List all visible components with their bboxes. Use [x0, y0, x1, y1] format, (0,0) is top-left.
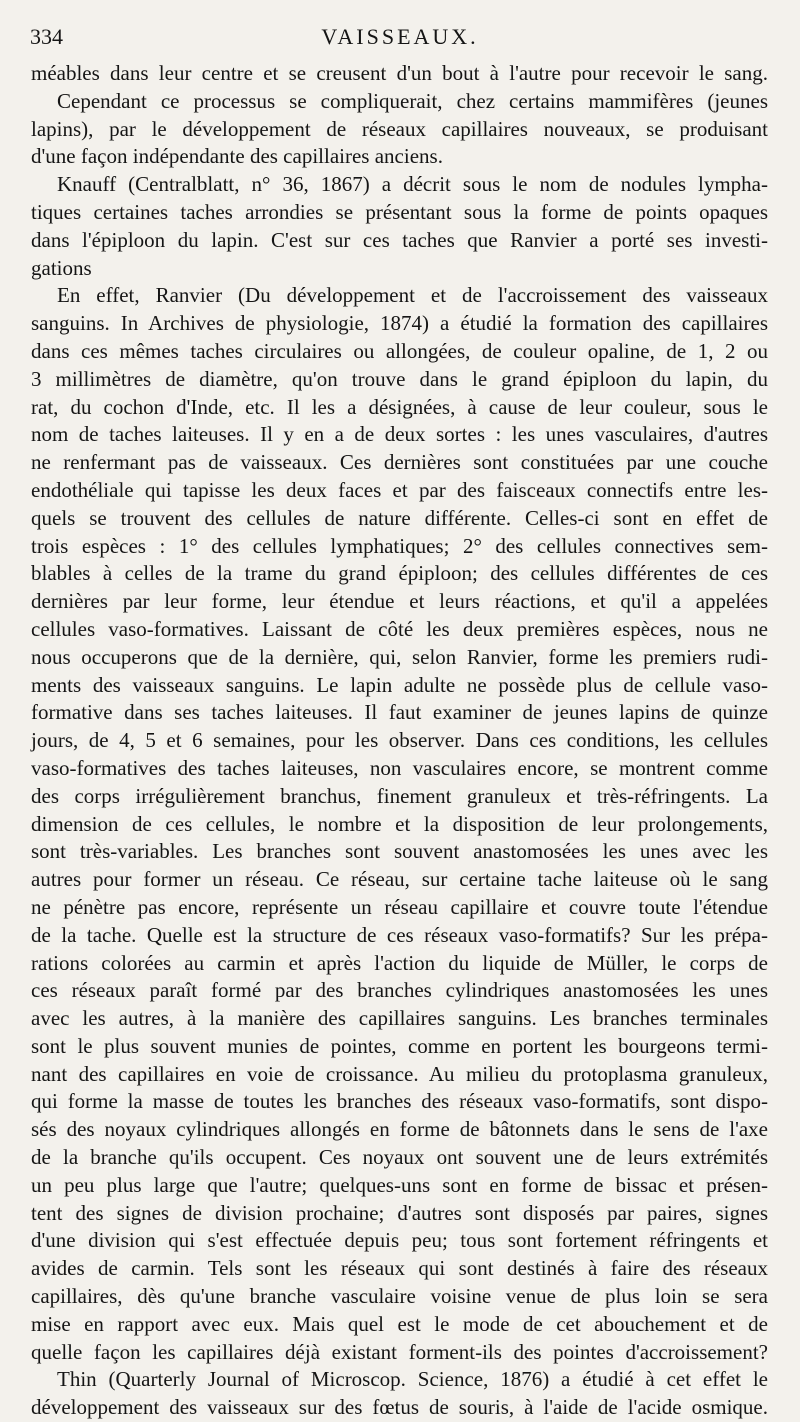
text-line: ne pénètre pas encore, représente un réseau capillaire et couvre toute l'étendue: [31, 894, 768, 919]
text-line: dans l'épiploon du lapin. C'est sur ces taches que Ranvier a porté ses investi-: [31, 227, 768, 252]
text-line: gations: [31, 255, 92, 280]
text-line: 3 millimètres de diamètre, qu'on trouve dans le grand épiploon du lapin, du: [31, 366, 768, 391]
text-line: nous occuperons que de la dernière, qui, selon Ranvier, forme les premiers rudi-: [31, 644, 768, 669]
text-line: qui forme la masse de toutes les branches des réseaux vaso-formatifs, sont dispo-: [31, 1089, 768, 1114]
text-line: Cependant ce processus se compliquerait, chez certains mammifères (jeunes: [57, 88, 768, 113]
text-line: quels se trouvent des cellules de nature différente. Celles-ci sont en effet de: [31, 505, 768, 530]
text-line: de la tache. Quelle est la structure de ces réseaux vaso-formatifs? Sur les prépa-: [31, 922, 768, 947]
text-line: cellules vaso-formatives. Laissant de côté les deux premières espèces, nous ne: [31, 616, 768, 641]
text-line: dans ces mêmes taches circulaires ou allongées, de couleur opaline, de 1, 2 ou: [31, 338, 768, 363]
text-line: formative dans ses taches laiteuses. Il faut examiner de jeunes lapins de quinze: [31, 700, 768, 725]
text-line: dimension de ces cellules, le nombre et la disposition de leur prolongements,: [31, 811, 768, 836]
text-line: Knauff (Centralblatt, n° 36, 1867) a décrit sous le nom de nodules lympha-: [57, 172, 768, 197]
text-line: rat, du cochon d'Inde, etc. Il les a désignées, à cause de leur couleur, sous le: [31, 394, 768, 419]
text-line: sont très-variables. Les branches sont souvent anastomosées les unes avec les: [31, 839, 768, 864]
text-line: mise en rapport avec eux. Mais quel est le mode de cet abouchement et de: [31, 1311, 768, 1336]
text-line: sés des noyaux cylindriques allongés en forme de bâtonnets dans le sens de l'axe: [31, 1117, 768, 1142]
text-line: Thin (Quarterly Journal of Microscop. Science, 1876) a étudié à cet effet le: [57, 1367, 768, 1392]
text-line: de la branche qu'ils occupent. Ces noyaux ont souvent une de leurs extrémités: [31, 1145, 768, 1170]
text-line: nom de taches laiteuses. Il y en a de deux sortes : les unes vasculaires, d'autres: [31, 422, 768, 447]
text-line: un peu plus large que l'autre; quelques-uns sont en forme de bissac et présen-: [31, 1172, 768, 1197]
text-line: ne renfermant pas de vaisseaux. Ces dernières sont constituées par une couche: [31, 450, 768, 475]
text-line: avides de carmin. Tels sont les réseaux qui sont destinés à faire des réseaux: [31, 1256, 768, 1281]
text-line: méables dans leur centre et se creusent d'un bout à l'autre pour recevoir le sang.: [31, 61, 768, 85]
page-header: [30, 18, 770, 54]
text-line: autres pour former un réseau. Ce réseau, sur certaine tache laiteuse où le sang: [31, 867, 768, 892]
text-line: rations colorées au carmin et après l'action du liquide de Müller, le corps de: [31, 950, 768, 975]
text-line: trois espèces : 1° des cellules lymphatiques; 2° des cellules connectives sem-: [31, 533, 768, 558]
text-line: nant des capillaires en voie de croissance. Au milieu du protoplasma granuleux,: [31, 1061, 768, 1086]
text-line: développement des vaisseaux sur des fœtus de souris, à l'aide de l'acide osmique.: [31, 1395, 768, 1420]
text-line: tiques certaines taches arrondies se présentant sous la forme de points opaques: [31, 199, 768, 224]
text-line: vaso-formatives des taches laiteuses, non vasculaires encore, se montrent comme: [31, 755, 768, 780]
text-line: tent des signes de division prochaine; d'autres sont disposés par paires, signes: [31, 1200, 768, 1225]
text-line: d'une façon indépendante des capillaires anciens.: [31, 144, 443, 169]
text-line: d'une division qui s'est effectuée depuis peu; tous sont fortement réfringents et: [31, 1228, 768, 1253]
text-line: jours, de 4, 5 et 6 semaines, pour les observer. Dans ces conditions, les cellules: [31, 728, 768, 753]
text-line: capillaires, dès qu'une branche vasculaire voisine venue de plus loin se sera: [31, 1284, 768, 1309]
text-line: ments des vaisseaux sanguins. Le lapin adulte ne possède plus de cellule vaso-: [31, 672, 768, 697]
text-line: En effet, Ranvier (Du développement et de l'accroissement des vaisseaux: [57, 283, 768, 308]
text-line: lapins), par le développement de réseaux capillaires nouveaux, se produisant: [31, 116, 768, 141]
text-line: dernières par leur forme, leur étendue et leurs réactions, et qu'il a appelées: [31, 589, 768, 614]
text-line: blables à celles de la trame du grand épiploon; des cellules différentes de ces: [31, 561, 768, 586]
text-line: avec les autres, à la manière des capillaires sanguins. Les branches terminales: [31, 1006, 768, 1031]
text-line: des corps irrégulièrement branchus, finement granuleux et très-réfringents. La: [31, 783, 768, 808]
page-number: 334: [30, 24, 63, 49]
text-line: quelle façon les capillaires déjà existant forment-ils des pointes d'accroissement?: [31, 1339, 768, 1364]
text-line: sont le plus souvent munies de pointes, comme en portent les bourgeons termi-: [31, 1033, 768, 1058]
text-line: endothéliale qui tapisse les deux faces et par des faisceaux connectifs entre les-: [31, 477, 768, 502]
body-text: [31, 60, 768, 1422]
text-line: sanguins. In Archives de physiologie, 1874) a étudié la formation des capillaires: [31, 311, 768, 336]
text-line: ces réseaux paraît formé par des branches cylindriques anastomosées les unes: [31, 978, 768, 1003]
running-head: VAISSEAUX.: [321, 24, 479, 49]
